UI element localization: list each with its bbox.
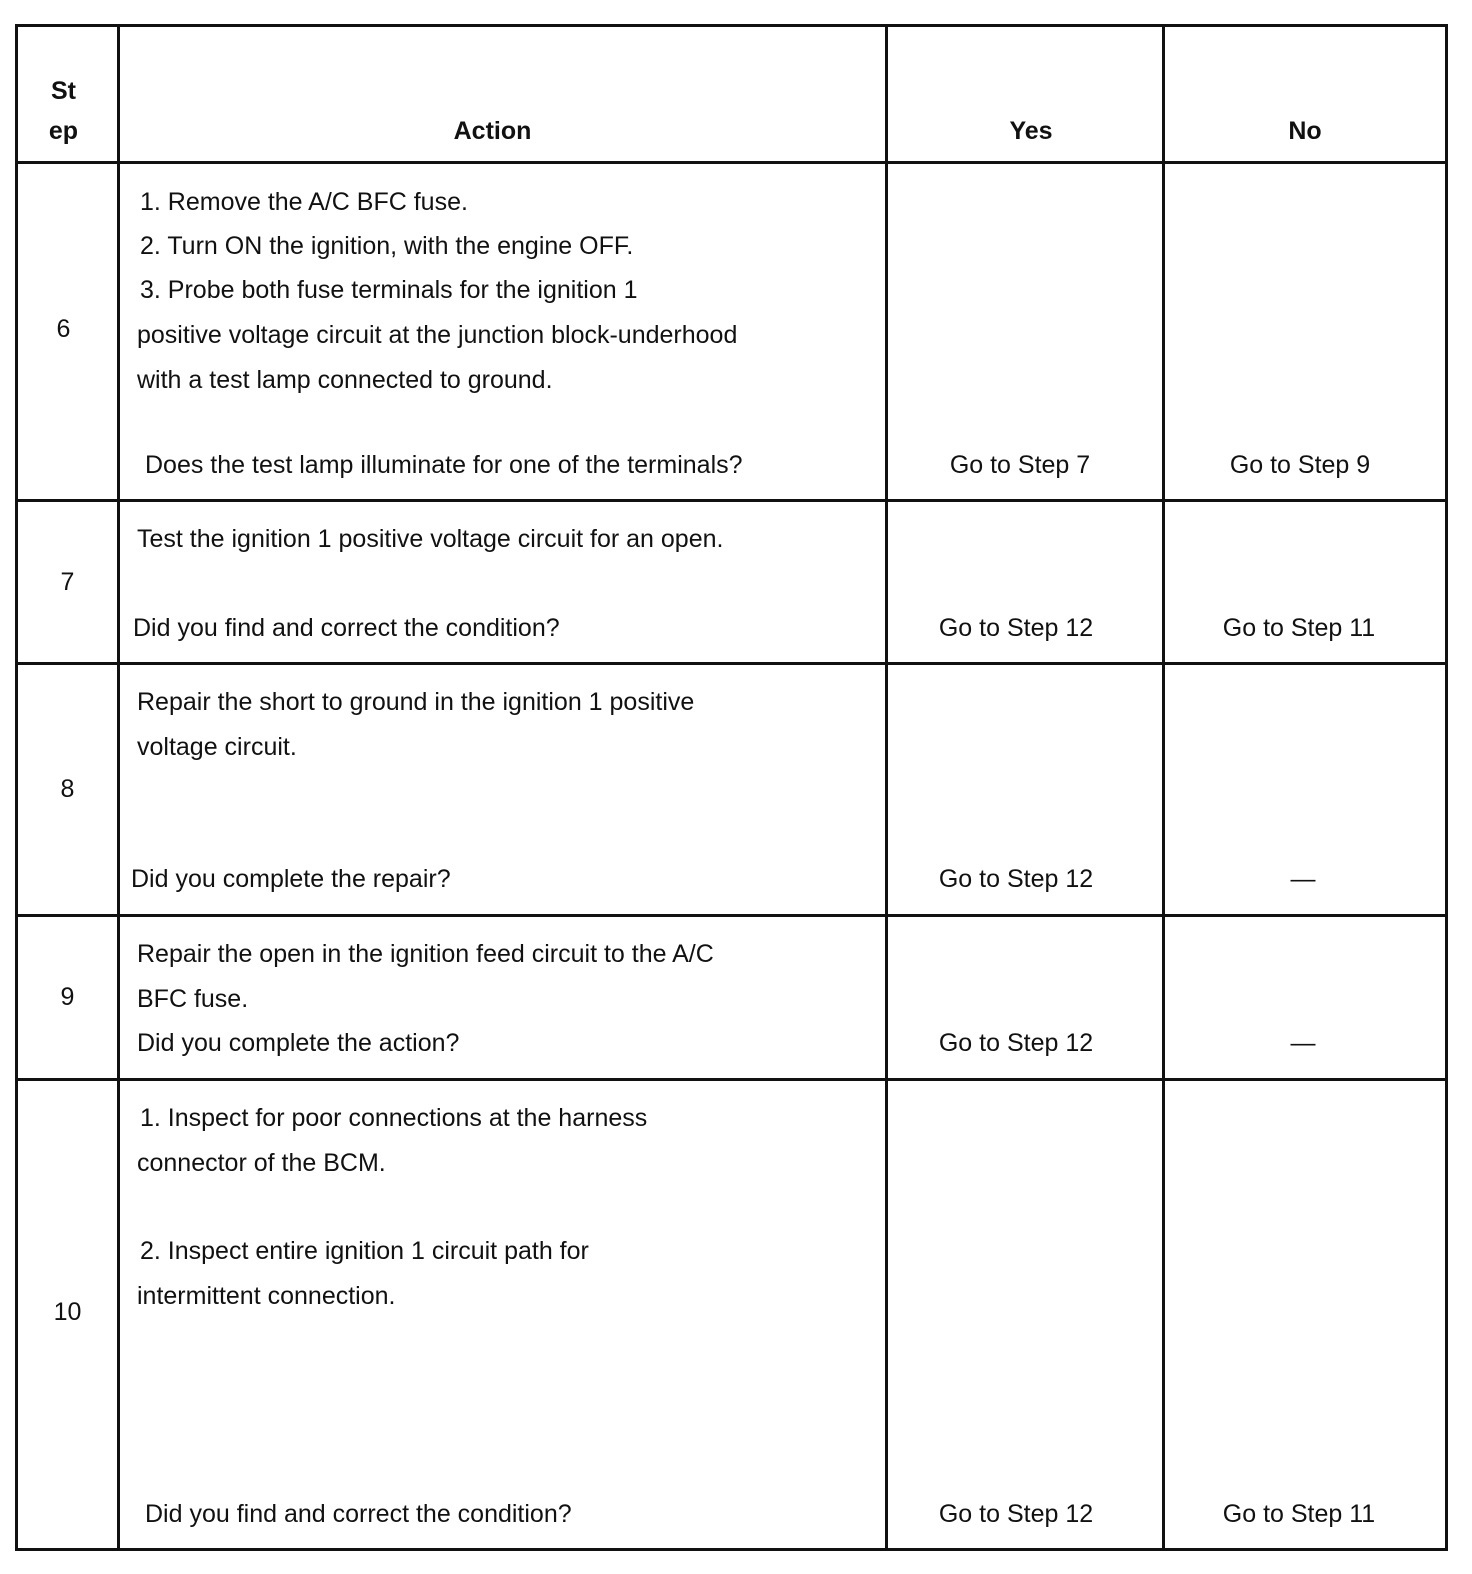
action-line: 2. Inspect entire ignition 1 circuit path for — [140, 1237, 589, 1265]
no-text: — — [1290, 1029, 1316, 1057]
action-line: connector of the BCM. — [137, 1149, 386, 1177]
yes-cell — [887, 501, 1164, 664]
no-text: Go to Step 9 — [1229, 451, 1371, 479]
table-row — [17, 664, 1447, 916]
action-question: Did you find and correct the condition? — [145, 1500, 572, 1528]
yes-cell — [887, 664, 1164, 916]
action-question: Did you complete the repair? — [131, 865, 451, 893]
yes-cell — [887, 916, 1164, 1080]
header-yes — [887, 26, 1164, 163]
diagnostic-table — [15, 24, 1448, 1551]
action-question: Did you complete the action? — [137, 1029, 460, 1057]
table-row — [17, 1080, 1447, 1550]
no-text: — — [1290, 865, 1316, 893]
table-row — [17, 163, 1447, 501]
header-yes-label: Yes — [1009, 117, 1053, 145]
action-line: voltage circuit. — [137, 733, 297, 761]
yes-cell — [887, 1080, 1164, 1550]
action-line: 1. Inspect for poor connections at the harness — [140, 1104, 648, 1132]
action-question: Did you find and correct the condition? — [133, 614, 560, 642]
action-cell — [119, 1080, 887, 1550]
header-no — [1164, 26, 1447, 163]
yes-cell — [887, 163, 1164, 501]
step-number — [17, 1080, 119, 1550]
action-line: BFC fuse. — [137, 985, 249, 1013]
table-row — [17, 916, 1447, 1080]
header-step-line1: St — [51, 77, 76, 105]
no-cell — [1164, 916, 1447, 1080]
table-row — [17, 501, 1447, 664]
yes-text: Go to Step 12 — [938, 1500, 1094, 1528]
step-number — [17, 664, 119, 916]
no-cell — [1164, 163, 1447, 501]
step-number — [17, 501, 119, 664]
action-line: Test the ignition 1 positive voltage circuit for an open. — [137, 525, 724, 553]
header-action — [119, 26, 887, 163]
yes-text: Go to Step 12 — [938, 865, 1094, 893]
step-number — [17, 916, 119, 1080]
action-line: Repair the open in the ignition feed circuit to the A/C — [137, 940, 714, 968]
header-action-label: Action — [453, 117, 532, 145]
yes-text: Go to Step 12 — [938, 614, 1094, 642]
action-cell — [119, 916, 887, 1080]
action-question: Does the test lamp illuminate for one of the terminals? — [145, 451, 743, 479]
header-no-label: No — [1288, 117, 1322, 145]
step-number — [17, 163, 119, 501]
action-line: 2. Turn ON the ignition, with the engine OFF. — [140, 232, 634, 260]
yes-text: Go to Step 7 — [949, 451, 1091, 479]
action-line: intermittent connection. — [137, 1282, 396, 1310]
no-cell — [1164, 1080, 1447, 1550]
header-row — [17, 26, 1447, 163]
no-text: Go to Step 11 — [1222, 614, 1376, 642]
action-line: 3. Probe both fuse terminals for the ignition 1 — [140, 276, 638, 304]
no-cell — [1164, 664, 1447, 916]
action-line: positive voltage circuit at the junction block-underhood — [137, 321, 738, 349]
action-line: with a test lamp connected to ground. — [137, 366, 553, 394]
step-number-text: 6 — [56, 315, 71, 343]
step-number-text: 8 — [60, 775, 75, 803]
step-number-text: 10 — [53, 1298, 82, 1326]
step-number-text: 9 — [60, 983, 75, 1011]
header-step-line2: ep — [48, 117, 79, 145]
action-line: 1. Remove the A/C BFC fuse. — [140, 188, 468, 216]
action-cell — [119, 501, 887, 664]
action-line: Repair the short to ground in the ignition 1 positive — [137, 688, 695, 716]
action-cell — [119, 163, 887, 501]
no-cell — [1164, 501, 1447, 664]
no-text: Go to Step 11 — [1222, 1500, 1376, 1528]
step-number-text: 7 — [60, 567, 75, 596]
action-cell — [119, 664, 887, 916]
yes-text: Go to Step 12 — [938, 1029, 1094, 1057]
